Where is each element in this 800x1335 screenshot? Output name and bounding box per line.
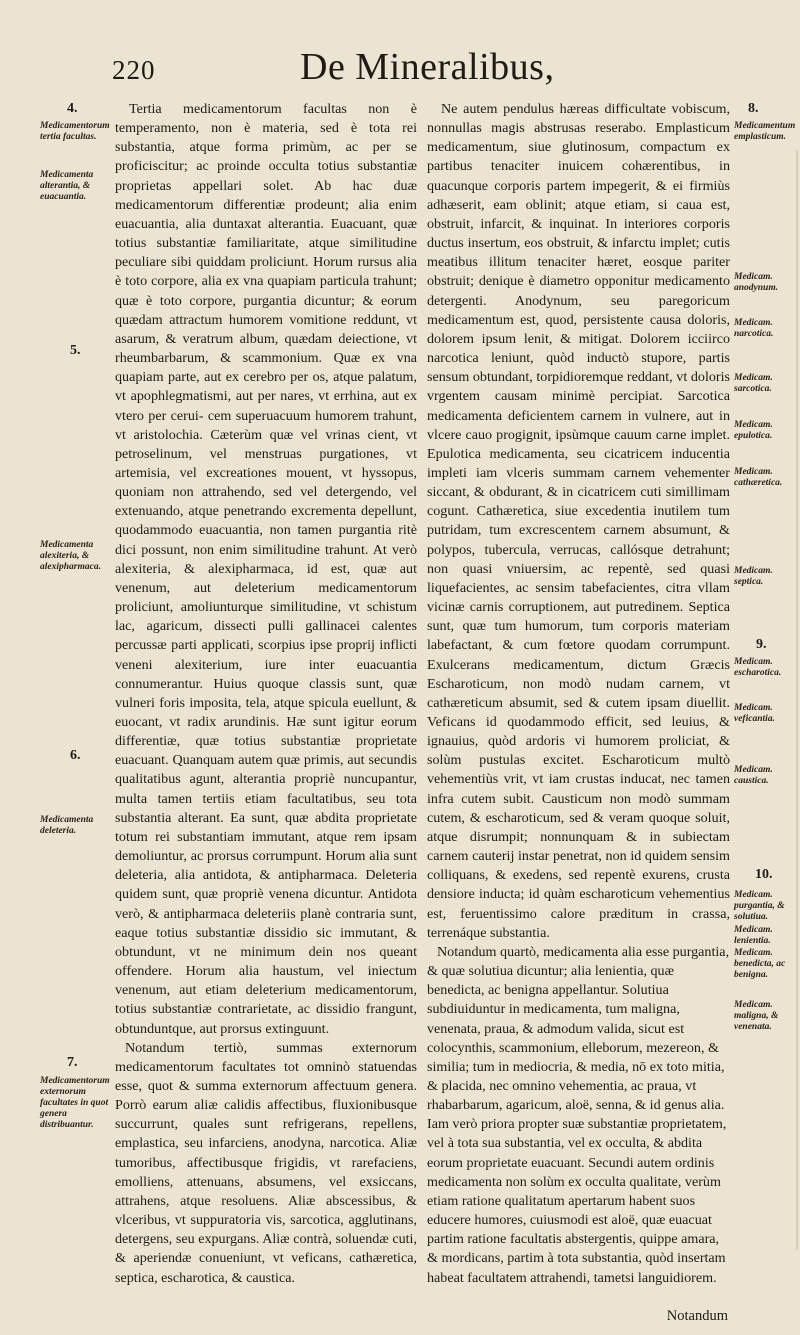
paragraph: Tertia medicamentorum facultas non è temperamento, non è materia, sed è tota rei substantia, atque forma primùm, ac per se proficiscitur; ac proinde occulta totius substantiæ proprietas appellari solet. Ab hac duæ medicamentorum differentiæ prodeunt; alia enim euacuantia, alia duntaxat alterantia. Euacuant, quæ totius substantiæ familiaritate, atque similitudine peculiare sibi quiddam proliciunt. Horum rursus alia è toto corpore, alia ex vna quapiam particula trahunt; quæ è toto corpore, purgantia dicuntur; & eorum quædam attractum humorem vomitione reddunt, vt asarum, & veratrum album, quædam deiectione, vt rheumbarbarum, & scammonium. Quæ ex vna quapiam parte, aut ex cerebro per os, atque palatum, vt apophlegmatismi, aut per nares, vt errhina, aut ex vtero per cerui- cem superuacuum humorem trahunt, vt aristolochia. Cæterùm quæ vel vrinas cient, vt petroselinum, vel menstruas purgationes, vt artemisia, vel excreationes mouent, vt hyssopus, quoniam non attrahendo, sed vel detergendo, vel extenuando, atque penetrando excrementa depellunt, quodammodo euacuantia, non tamen purgantia ritè dici possunt, non enim similitudine trahunt. At verò alexiteria, & alexipharmaca, id est, quæ aut venenum, aut deleterium medicamentorum proliciunt, amoliunturque similitudine, vt schistum lac, agaricum, dissecti pulli gallinacei calentes percussæ parti applicati, scorpius ipse proprij inflicti veneni alexiterium, iure inter euacuantia connumerantur. Huius quoque classis sunt, quæ vulneri foris imposita, tela, atque spicula euellunt, & euocant, vt radix arundinis. Hæ sunt igitur eorum differentiæ, quæ totius substantiæ proprietate euacuant. Quanquam autem quæ primis, aut secundis qualitatibus agunt, alterantia propriè nuncupantur, multa tamen tertiis etiam facultatibus, seu tota substantia alterant. Ea sunt, quæ abdita proprietate totum rei substantiam immutant, atque rem ipsam demoliuntur, ac prorsus corrumpunt. Horum alia sunt deleteria, alia antidota, & antipharmaca. Deleteria quidem sunt, quæ propriè venena dicuntur. Antidota verò, & antipharmaca deleteriis planè contraria sunt, eaque totius substantiæ dissidio sic immutant, & obtundunt, vt ne minimum dein nos queant offendere. Horum alia haustum, vel iniectum venenum, aut etiam deleterium medicamentorum, totius substantiæ contrarietate, ac dissidio frangunt, obtunduntque, aut prorsus extinguunt. xyxy=(115,101,417,1037)
page-header xyxy=(0,45,800,95)
margin-note-right: Medicam. maligna, & venenata. xyxy=(734,1000,779,1032)
paragraph: Notandum quartò, medicamenta alia esse purgantia, & quæ solutiua dicuntur; alia lenientia, quæ benedicta, ac benigna appellantur. Solutiua subdiuiduntur in medicamenta, tum maligna, venenata, praua, & admodum valida, sicut est colocynthis, scammonium, elleborum, mezereon, & similia; tum in mediocria, & media, nō ex toto mitia, & placida, nec omnino vehementia, ac praua, vt rhabarbarum, agaricum, aloë, senna, & id genus alia. Iam verò priora propter suæ substantiæ proprietatem, vel à tota sua substantia, vel ex occulta, & abdita eorum proprietate euacuant. Secundi autem ordinis medicamenta non solùm ex occulta qualitate, verùm etiam ratione qualitatum apertarum habent suos educere humores, cuiusmodi est aloë, quæ euacuat partim ratione facultatis abstergentis, quippe amara, & mordicans, partim à tota substantia, quòd insertam habeat facultatem attrahendi, tametsi languidiorem. xyxy=(427,943,730,1286)
margin-note-right: Medicam. veficantia. xyxy=(734,703,775,724)
margin-note-left: Medicamentorum externorum facultates in quot genera distribuantur. xyxy=(40,1076,110,1130)
page-number: 220 xyxy=(112,55,156,85)
margin-note-right: Medicam. epulotica. xyxy=(734,420,773,441)
margin-number-5: 5. xyxy=(70,343,81,358)
margin-note-right: Medicam. anodynum. xyxy=(734,272,779,293)
margin-note-right: Medicam. purgantia, & solutiua. xyxy=(734,890,785,922)
margin-number-10: 10. xyxy=(755,867,773,882)
margin-note-right: Medicam. escharotica. xyxy=(734,657,782,678)
margin-note-right: Medicam. caustica. xyxy=(734,765,773,786)
paragraph: Notandum tertiò, summas externorum medicamentorum facultates tot omninò statuendas esse, quot & summa externorum affectuum genera. Porrò earum aliæ calidis affectibus, fluxionibusque succurrunt, quales sunt refrigerans, repellens, emplastica, seu infarciens, anodyna, narcotica. Aliæ tumoribus, affectibusque frigidis, vt rarefaciens, emolliens, attenuans, absumens, vel exsiccans, attrahens, atque resoluens. Aliæ abscessibus, & vlceribus, vt suppuratoria vis, sarcotica, agglutinans, detergens, seu expurgans. Aliæ contrà, soluendæ cuti, & aperiendæ conueniunt, vt veficans, cathæretica, septica, escharotica, & caustica. xyxy=(115,1039,417,1286)
margin-number-6: 6. xyxy=(70,748,81,763)
margin-note-right: Medicamentum emplasticum. xyxy=(734,121,796,142)
margin-note-left: Medicamenta deleteria. xyxy=(40,815,94,836)
catchword: Notandum xyxy=(666,1308,728,1324)
running-title: De Mineralibus, xyxy=(300,46,555,88)
margin-note-right: Medicam. lenientia. xyxy=(734,925,773,946)
page-edge-shadow xyxy=(796,150,798,1250)
margin-number-8: 8. xyxy=(748,101,759,116)
margin-number-4: 4. xyxy=(67,101,78,116)
margin-number-9: 9. xyxy=(756,637,767,652)
margin-note-right: Medicam. narcotica. xyxy=(734,318,774,339)
margin-note-left: Medicamenta alterantia, & euacuantia. xyxy=(40,170,94,202)
margin-note-left: Medicamentorum tertia facultas. xyxy=(40,121,110,142)
margin-note-right: Medicam. sarcotica. xyxy=(734,373,773,394)
margin-note-right: Medicam. septica. xyxy=(734,566,773,587)
right-text-column xyxy=(427,100,730,1288)
margin-number-7: 7. xyxy=(67,1055,78,1070)
left-text-column xyxy=(115,100,417,1288)
margin-note-left: Medicamenta alexiteria, & alexipharmaca. xyxy=(40,540,101,572)
margin-note-right: Medicam. cathæretica. xyxy=(734,467,783,488)
margin-note-right: Medicam. benedicta, ac benigna. xyxy=(734,948,786,980)
paragraph: Ne autem pendulus hæreas difficultate vobiscum, nonnullas magis abstrusas reserabo. Emplasticum medicamentum, siue glutinosum, compactum ex partibus tenaciter inuicem cohærentibus, in quacunque corporis partem impegerit, & ei firmiùs adhæserit, eam oblinit; atque etiam, si caua est, obstruit, infarcit, & inquinat. In interiores corporis ductus insertum, eos obstruit, & infarctu implet; cutis meatibus illitum tenaciter hæret, eosque pariter obstruit; denique è diametro opponitur medicamento detergenti. Anodynum, seu paregoricum medicamentum est, quod, persistente causa doloris, dolorem ipsum lenit, & mitigat. Dolorem icciirco narcotica leniunt, quòd inductò stupore, partis sensum obtundant, torpidioremque reddant, vt doloris vrgentem causam minimè percipiat. Sarcotica medicamenta deficientem carnem in vulnere, aut in vlcere cauo progignit, ipsùmque cauum carne implet. Epulotica medicamenta, seu cicatricem inducentia impleti iam vlceris summam carnem vehementer siccant, & obdurant, & in cicatricem cuti simillimam cogunt. Cathæretica, siue excedentia inutilem tum putridam, tum excrescentem carnem absumunt, & polypos, tubercula, verrucas, callósque detrahunt; non quasi vniuersim, ac repentè, sed quasi liquefacientes, ac sensim tabefacientes, citra vllam vicinæ carnis corruptionem, aut putredinem. Septica sunt, quæ tum humorum, tum corporis materiam labefactant, & cum fœtore quodam corrumpunt. Exulcerans medicamentum, dictum Græcis Escharoticum, non modò nudam carnem, vt cathæreticum absumit, sed & cutem ipsam diuellit. Veficans id quodammodo efficit, sed leuius, & ignauius, quòd ardoris vi humorem proliciat, & solùm pustulas excitet. Escharoticum multò vehementiùs vrit, vt iam crustas inducat, nec tamen infra cutem subit. Causticum non modò summam cutem, & escharoticum, sed & veram quoque soluit, atque disrumpit; nonnunquam & in subiectam carnem cauterij instar penetrat, non id quidem sensim colliquans, & exedens, sed repentè exurens, crusta densiore inducta; id quàm escharoticum vehementius est, feruentissimo calore præditum in crassa, terrenáque substantia. xyxy=(427,101,730,941)
